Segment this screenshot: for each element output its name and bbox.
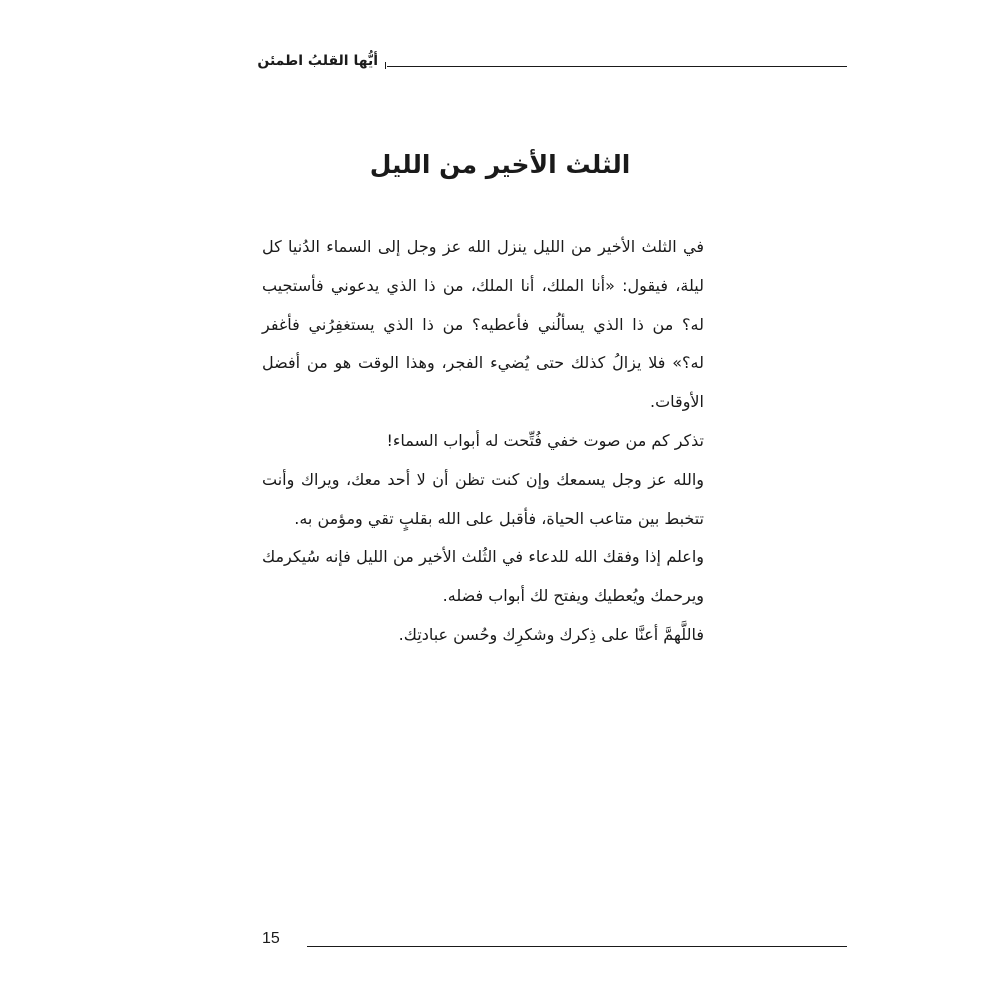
- page-number: 15: [262, 930, 280, 947]
- body-text: [262, 228, 704, 655]
- chapter-title: الثلث الأخير من الليل: [369, 150, 631, 179]
- header-rule: [387, 66, 847, 67]
- header-rule-tick: [385, 62, 386, 69]
- paragraph: تذكر كم من صوت خفي فُتِّحت له أبواب السماء!: [386, 430, 704, 450]
- running-header-title: أيُّها القلبُ اطمئن: [257, 53, 378, 69]
- paragraph: فاللَّهمَّ أعنَّا على ذِكرك وشكرِك وحُسن عبادتِك.: [398, 624, 704, 644]
- footer-rule: [307, 946, 847, 947]
- paragraph: والله عز وجل يسمعك وإن كنت تظن أن لا أحد معك، ويراك وأنت تتخبط بين متاعب الحياة، فأقبل على الله بقلبٍ تقي ومؤمن به.: [262, 469, 704, 528]
- paragraph: واعلم إذا وفقك الله للدعاء في الثُلث الأخير من الليل فإنه سُيكرمك ويرحمك ويُعطيك ويفتح لك أبواب فضله.: [262, 547, 704, 606]
- paragraph: في الثلث الأخير من الليل ينزل الله عز وجل إلى السماء الدُنيا كل ليلة، فيقول: «أنا الملك، أنا الملك، من ذا الذي يدعوني فأستجيب له؟ من ذا الذي يسألُني فأعطيه؟ من ذا الذي يستغفِرُني فأغفر له؟» فلا يزالُ كذلك حتى يُضيء الفجر، وهذا الوقت هو من أفضل الأوقات.: [262, 237, 704, 412]
